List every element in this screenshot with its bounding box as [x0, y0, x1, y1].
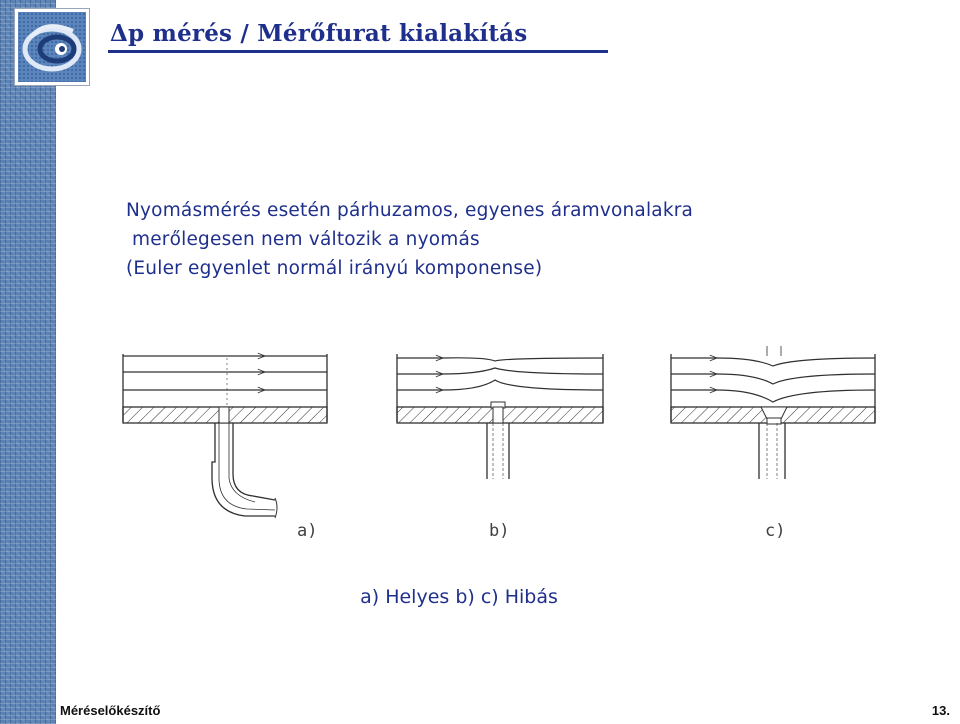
panel-b-label: b)	[489, 521, 510, 541]
body-line-1: Nyomásmérés esetén párhuzamos, egyenes áramvonalakra	[126, 200, 694, 221]
institution-logo	[14, 8, 90, 86]
swirl-logo-icon	[15, 9, 89, 85]
decorative-sidebar	[0, 0, 56, 724]
caption-text: a) Helyes b) c) Hibás	[360, 586, 558, 608]
figure-caption	[0, 586, 918, 608]
panel-c-wrong	[671, 346, 875, 541]
slide-title: Δp mérés / Mérőfurat kialakítás	[110, 20, 528, 47]
title-underline	[108, 50, 608, 53]
panel-b-wrong	[397, 354, 603, 541]
body-line-3: (Euler egyenlet normál irányú komponense)	[126, 258, 543, 279]
panel-a-correct	[123, 354, 327, 541]
panel-a-label: a)	[297, 521, 318, 541]
panel-c-label: c)	[765, 521, 786, 541]
pressure-tap-diagram	[115, 344, 885, 554]
footer-course-name: Méréselőkészítő	[60, 703, 161, 718]
body-line-2: merőlegesen nem változik a nyomás	[132, 229, 480, 250]
body-text	[126, 196, 693, 283]
page-number: 13.	[931, 703, 950, 718]
